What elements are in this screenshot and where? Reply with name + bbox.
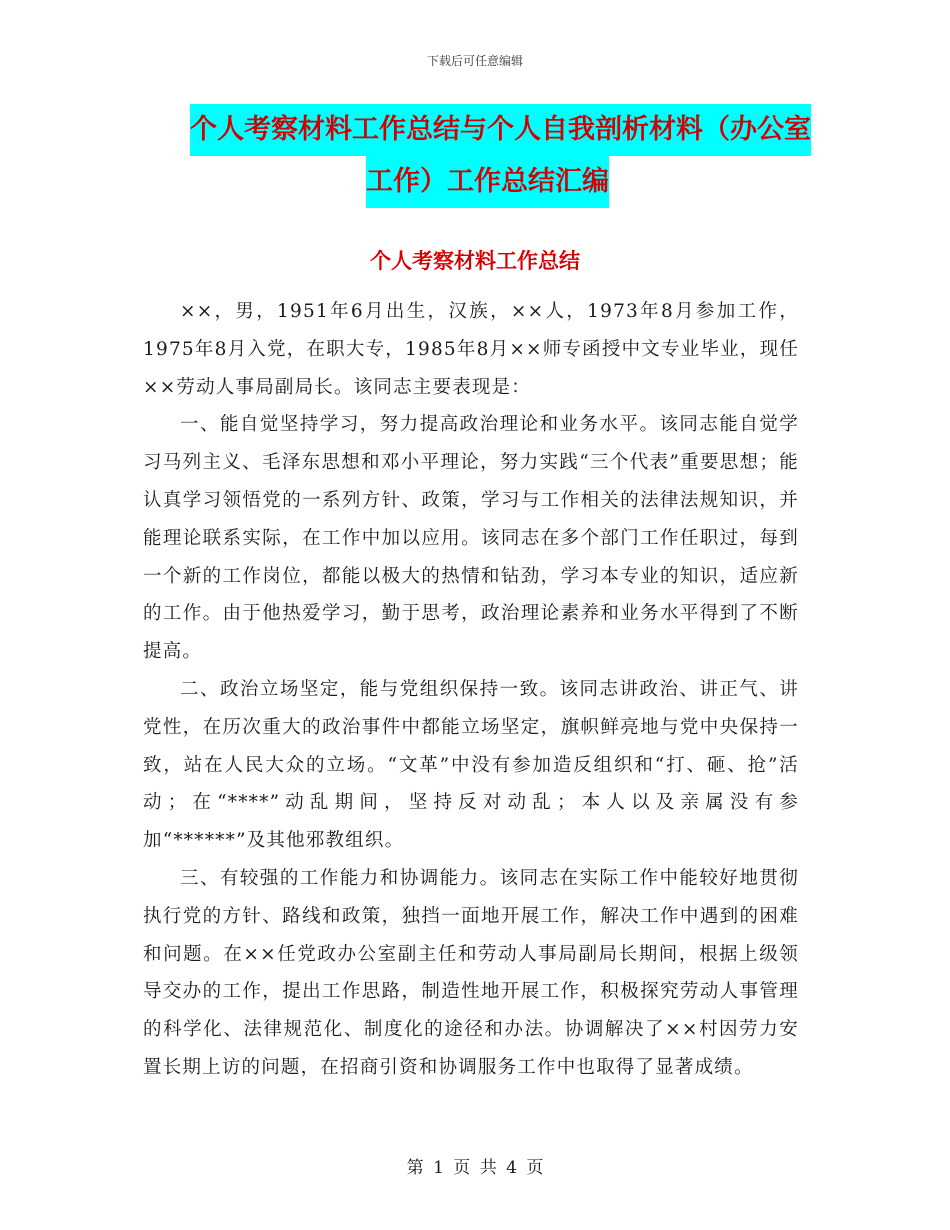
- paragraph-study: 一、能自觉坚持学习，努力提高政治理论和业务水平。该同志能自觉学习马列主义、毛泽东思想和邓小平理论，努力实践“三个代表”重要思想；能认真学习领悟党的一系列方针、政策，学习与工作相关的法律法规知识，并能理论联系实际，在工作中加以应用。该同志在多个部门工作任职过，每到一个新的工作岗位，都能以极大的热情和钻劲，学习本专业的知识，适应新的工作。由于他热爱学习，勤于思考，政治理论素养和业务水平得到了不断提高。: [143, 414, 799, 663]
- body-text: [143, 293, 799, 1087]
- paragraph-intro: ××，男，1951年6月出生，汉族，××人，1973年8月参加工作，1975年8月入党，在职大专，1985年8月××师专函授中文专业毕业，现任××劳动人事局副局长。该同志主要表现是：: [143, 301, 799, 398]
- section-title: 个人考察材料工作总结: [370, 249, 580, 273]
- document-title-line2: 工作）工作总结汇编: [366, 156, 609, 208]
- page-footer: [0, 1153, 950, 1178]
- paragraph-ability: 三、有较强的工作能力和协调能力。该同志在实际工作中能较好地贯彻执行党的方针、路线和政策，独挡一面地开展工作，解决工作中遇到的困难和问题。在××任党政办公室副主任和劳动人事局副局长期间，根据上级领导交办的工作，提出工作思路，制造性地开展工作，积极探究劳动人事管理的科学化、法律规范化、制度化的途径和办法。协调解决了××村因劳力安置长期上访的问题，在招商引资和协调服务工作中也取得了显著成绩。: [143, 867, 799, 1078]
- document-title: [190, 104, 810, 208]
- footer-middle: 页 共: [453, 1158, 497, 1178]
- paragraph-politics: 二、政治立场坚定，能与党组织保持一致。该同志讲政治、讲正气、讲党性，在历次重大的政治事件中都能立场坚定，旗帜鲜亮地与党中央保持一致，站在人民大众的立场。“文革”中没有参加造反组织和“打、砸、抢”活动；在“****”动乱期间，坚持反对动乱；本人以及亲属没有参加“******”及其他邪教组织。: [143, 678, 799, 852]
- footer-page-number: 1: [433, 1158, 444, 1178]
- footer-total-pages: 4: [506, 1158, 517, 1178]
- document-title-line1: 个人考察材料工作总结与个人自我剖析材料（办公室: [190, 104, 811, 156]
- header-note: 下载后可任意编辑: [426, 54, 523, 68]
- footer-prefix: 第: [406, 1158, 424, 1178]
- footer-suffix: 页: [526, 1158, 544, 1178]
